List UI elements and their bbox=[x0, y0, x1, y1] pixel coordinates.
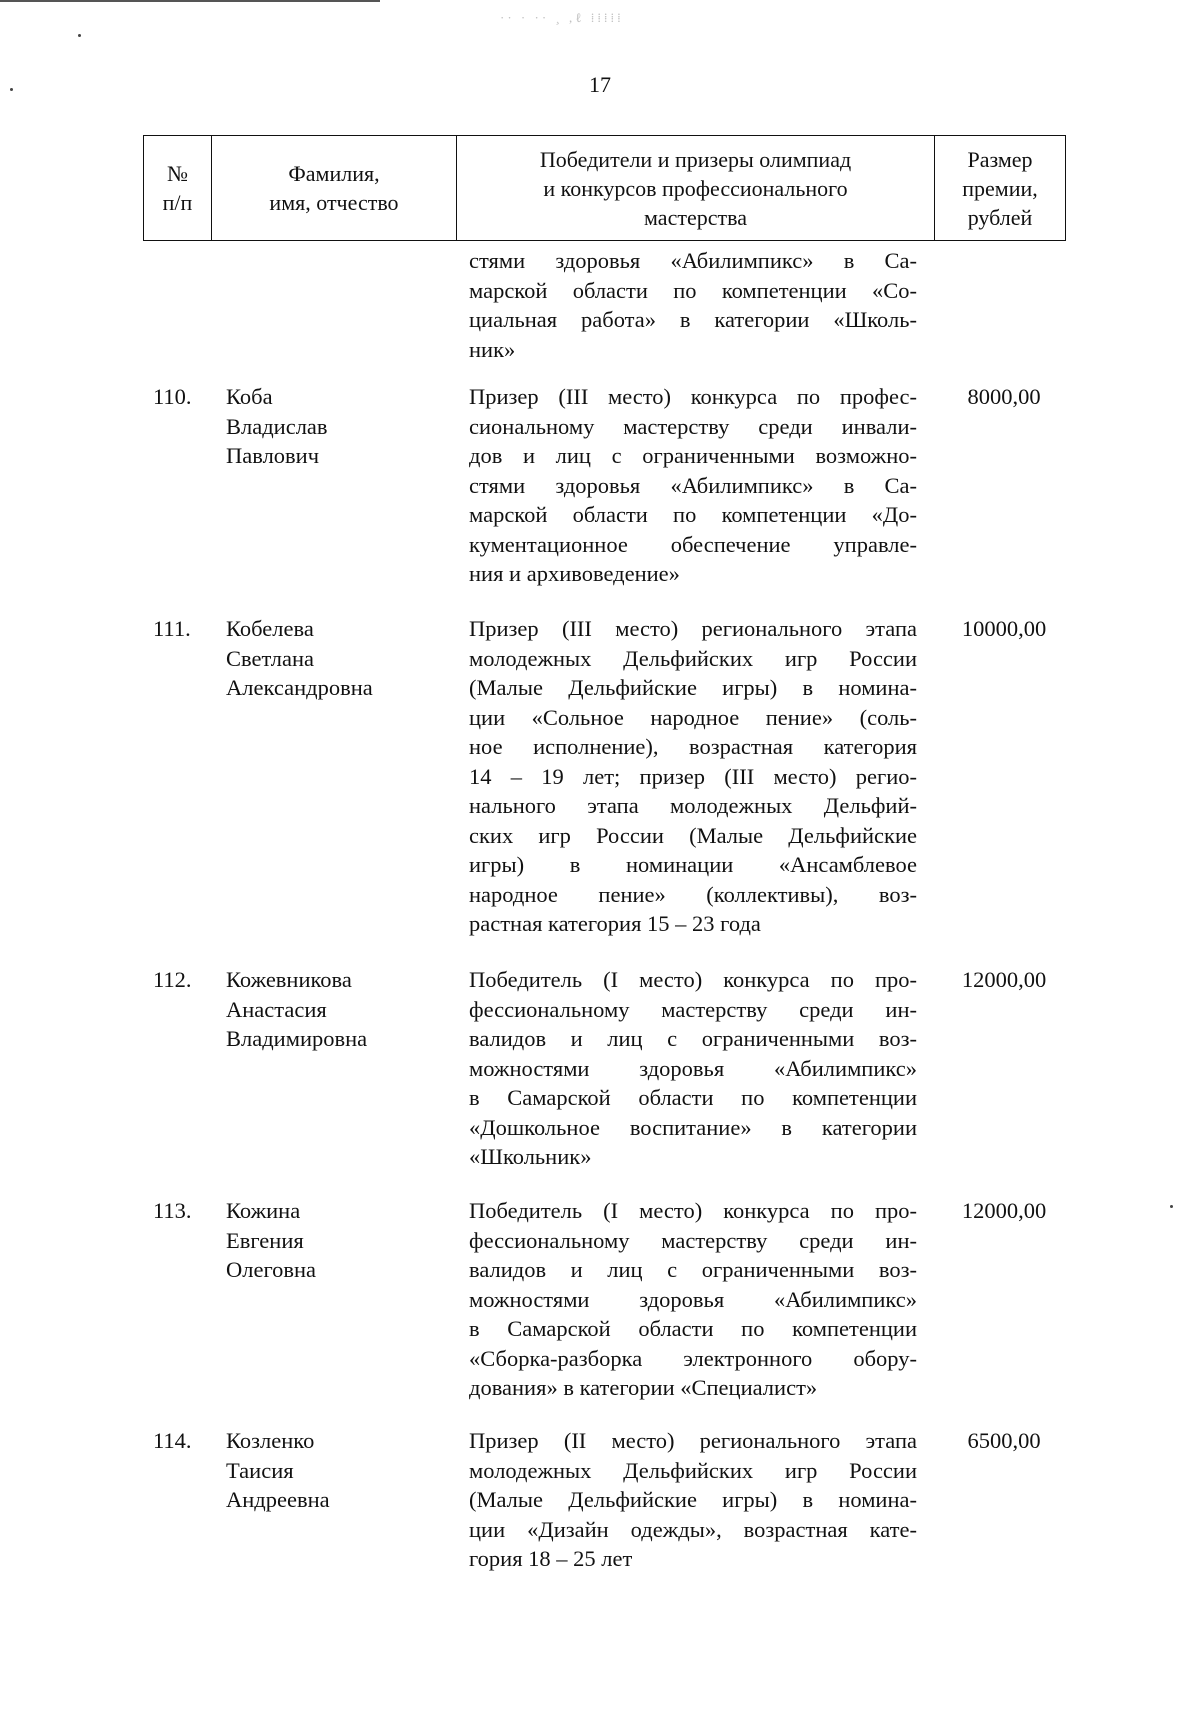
row-full-name: Кобелева Светлана Александровна bbox=[226, 616, 373, 700]
row-amount: 12000,00 bbox=[961, 967, 1047, 992]
row-number: 111. bbox=[153, 616, 191, 641]
table-header bbox=[143, 135, 1066, 241]
row-description: Призер (III место) конкурса по профес- сиональному мастерству среди инвали- дов и лиц с ограниченными возможно- стями здоровья «Абилимпикс» в Са- марской области по компетенции «До- кументационное обеспечение управле- ния и архивоведение» bbox=[469, 384, 917, 586]
row-number: 112. bbox=[153, 967, 192, 992]
scan-speck bbox=[1170, 1205, 1173, 1208]
page-number: 17 bbox=[589, 72, 611, 97]
header-amount-column: Размер премии, рублей bbox=[935, 136, 1066, 241]
row-description: Победитель (I место) конкурса по про- фессиональному мастерству среди ин- валидов и лиц с ограниченными воз- можностями здоровья «Абилимпикс» в Самарской области по компетенции «Дошкольное воспитание» в категории «Школьник» bbox=[469, 967, 917, 1169]
row-description: Призер (III место) регионального этапа молодежных Дельфийских игр России (Малые Дельфийские игры) в номина- ции «Сольное народное пение» (соль- ное исполнение), возрастная категория 14 – 19 лет; призер (III место) регио- нального этапа молодежных Дельфий- ских игр России (Малые Дельфийские игры) в номинации «Ансамблевое народное пение» (коллективы), воз- растная категория 15 – 23 года bbox=[469, 616, 917, 936]
scan-edge-line bbox=[0, 0, 380, 2]
row-number: 113. bbox=[153, 1198, 192, 1223]
row-description: Победитель (I место) конкурса по про- фессиональному мастерству среди ин- валидов и лиц с ограниченными воз- можностями здоровья «Абилимпикс» в Самарской области по компетенции «Сборка-разборка электронного обору- дования» в категории «Специалист» bbox=[469, 1198, 917, 1400]
continuation-description: стями здоровья «Абилимпикс» в Са- марской области по компетенции «Со- циальная работа» в категории «Школь- ник» bbox=[469, 248, 917, 362]
row-full-name: Козленко Таисия Андреевна bbox=[226, 1428, 330, 1512]
row-amount: 12000,00 bbox=[961, 1198, 1047, 1223]
row-description: Призер (II место) регионального этапа молодежных Дельфийских игр России (Малые Дельфийские игры) в номина- ции «Дизайн одежды», возрастная кате- гория 18 – 25 лет bbox=[469, 1428, 917, 1571]
row-amount: 8000,00 bbox=[967, 384, 1041, 409]
row-full-name: Кожина Евгения Олеговна bbox=[226, 1198, 317, 1282]
scan-speck bbox=[78, 34, 81, 37]
row-number: 114. bbox=[153, 1428, 192, 1453]
row-number: 110. bbox=[153, 384, 192, 409]
header-number-column: № п/п bbox=[144, 136, 212, 241]
row-full-name: Кожевникова Анастасия Владимировна bbox=[226, 967, 368, 1051]
row-full-name: Коба Владислав Павлович bbox=[226, 384, 328, 468]
header-description-column: Победители и призеры олимпиад и конкурсов профессионального мастерства bbox=[457, 136, 935, 241]
row-amount: 10000,00 bbox=[961, 616, 1047, 641]
row-amount: 6500,00 bbox=[967, 1428, 1041, 1453]
header-name-column: Фамилия, имя, отчество bbox=[212, 136, 457, 241]
faded-stamp: ·· · ·· ¸ ,ℓ ⁞⁞⁞⁞⁞ bbox=[500, 10, 624, 25]
